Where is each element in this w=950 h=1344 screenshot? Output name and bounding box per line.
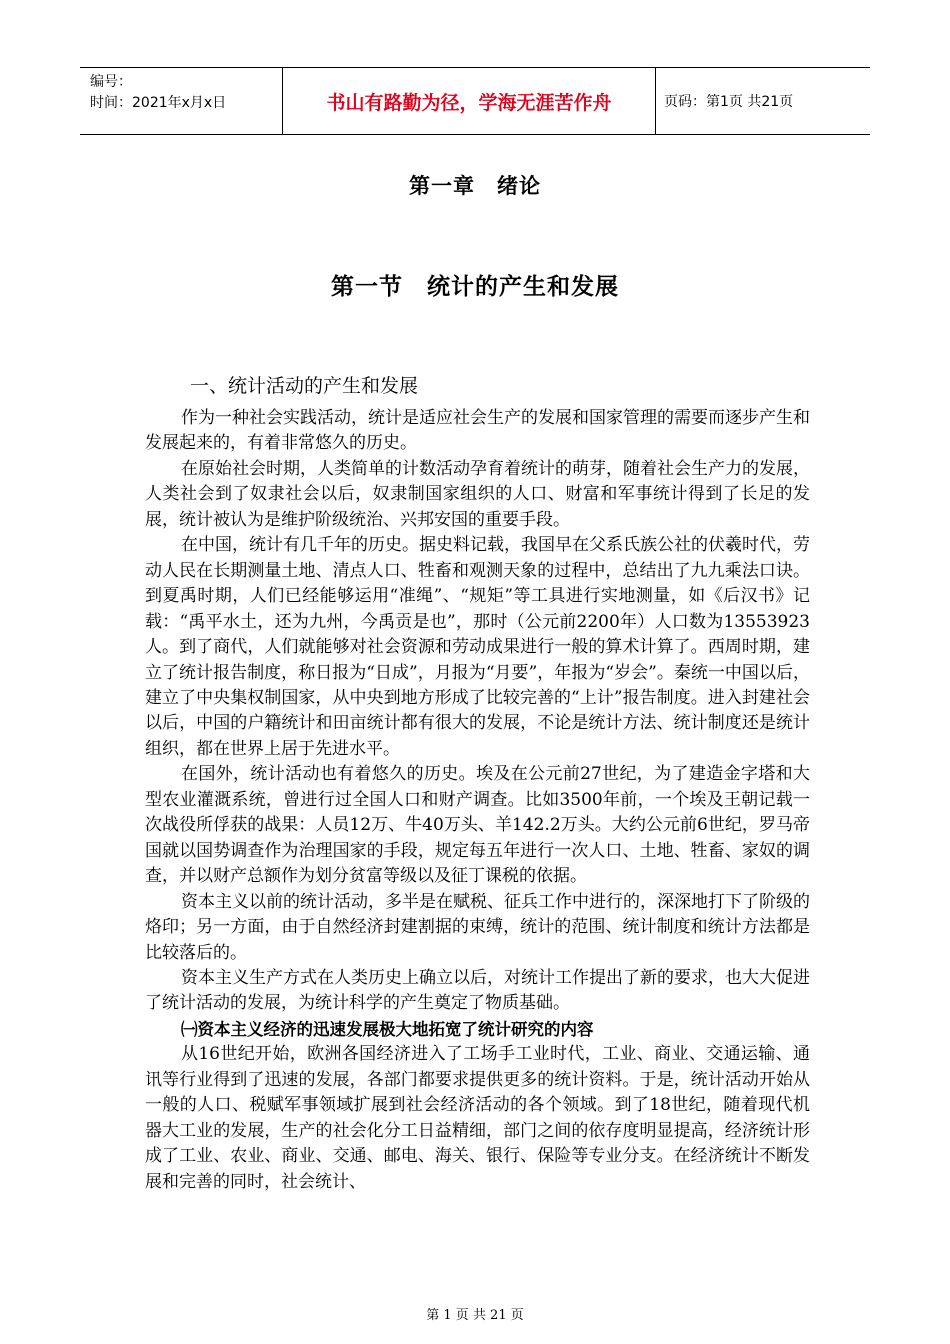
header-table [80,67,870,135]
paragraph: 资本主义生产方式在人类历史上确立以后，对统计工作提出了新的要求，也大大促进了统计活动的发展，为统计科学的产生奠定了物质基础。 [145,967,810,1014]
paragraph: 在中国，统计有几千年的历史。据史料记载，我国早在父系氏族公社的伏羲时代，劳动人民在长期测量土地、清点人口、牲畜和观测天象的过程中，总结出了九九乘法口诀。到夏禹时期，人们已经能够运用“准绳”、“规矩”等工具进行实地测量，如《后汉书》记载：“禹平水土，还为九州，今禹贡是也”，那时（公元前2200年）人口数为13553923人。到了商代，人们就能够对社会资源和劳动成果进行一般的算术计算了。西周时期，建立了统计报告制度，称日报为“日成”，月报为“月要”，年报为“岁会”。秦统一中国以后，建立了中央集权制国家，从中央到地方形成了比较完善的“上计”报告制度。进入封建社会以后，中国的户籍统计和田亩统计都有很大的发展，不论是统计方法、统计制度还是统计组织，都在世界上居于先进水平。 [145,535,810,759]
paragraph: 从16世纪开始，欧洲各国经济进入了工场手工业时代，工业、商业、交通运输、通讯等行业得到了迅速的发展，各部门都要求提供更多的统计资料。于是，统计活动开始从一般的人口、税赋军事领域扩展到社会经济活动的各个领域。到了18世纪，随着现代机器大工业的发展，生产的社会化分工日益精细，部门之间的依存度明显提高，经济统计形成了工业、农业、商业、交通、邮电、海关、银行、保险等专业分支。在经济统计不断发展和完善的同时，社会统计、 [145,1044,810,1192]
chapter-title: 第一章 绪论 [409,174,541,198]
paragraph: 在国外，统计活动也有着悠久的历史。埃及在公元前27世纪，为了建造金字塔和大型农业灌溉系统，曾进行过全国人口和财产调查。比如3500年前，一个埃及王朝记载一次战役所俘获的战果：人员12万、牛40万头、羊142.2万头。大约公元前6世纪，罗马帝国就以国势调查作为治理国家的手段，规定每五年进行一次人口、土地、牲畜、家奴的调查，并以财产总额作为划分贫富等级以及征丁课税的依据。 [145,764,810,887]
subsection-title: 一、统计活动的产生和发展 [190,375,419,397]
paragraph: 作为一种社会实践活动，统计是适应社会生产的发展和国家管理的需要而逐步产生和发展起来的，有着非常悠久的历史。 [145,408,810,454]
number-label: 编号： [90,74,132,90]
header-motto: 书山有路勤为径，学海无涯苦作舟 [283,68,656,134]
paragraph: 资本主义以前的统计活动，多半是在赋税、征兵工作中进行的，深深地打下了阶级的烙印；另一方面，由于自然经济封建割据的束缚，统计的范围、统计制度和统计方法都是比较落后的。 [145,891,810,963]
bold-heading: ㈠资本主义经济的迅速发展极大地拓宽了统计研究的内容 [181,1019,594,1039]
header-page-code: 页码：第1页 共21页 [664,94,794,110]
page-footer: 第 1 页 共 21 页 [426,1308,524,1323]
paragraph: 在原始社会时期，人类简单的计数活动孕育着统计的萌芽，随着社会生产力的发展，人类社会到了奴隶社会以后，奴隶制国家组织的人口、财富和军事统计得到了长足的发展，统计被认为是维护阶级统治、兴邦安国的重要手段。 [145,458,810,530]
header-meta [80,68,283,134]
time-label: 时间：2021年x月x日 [90,95,227,111]
section-title: 第一节 统计的产生和发展 [331,274,619,300]
body-text [145,406,810,1195]
